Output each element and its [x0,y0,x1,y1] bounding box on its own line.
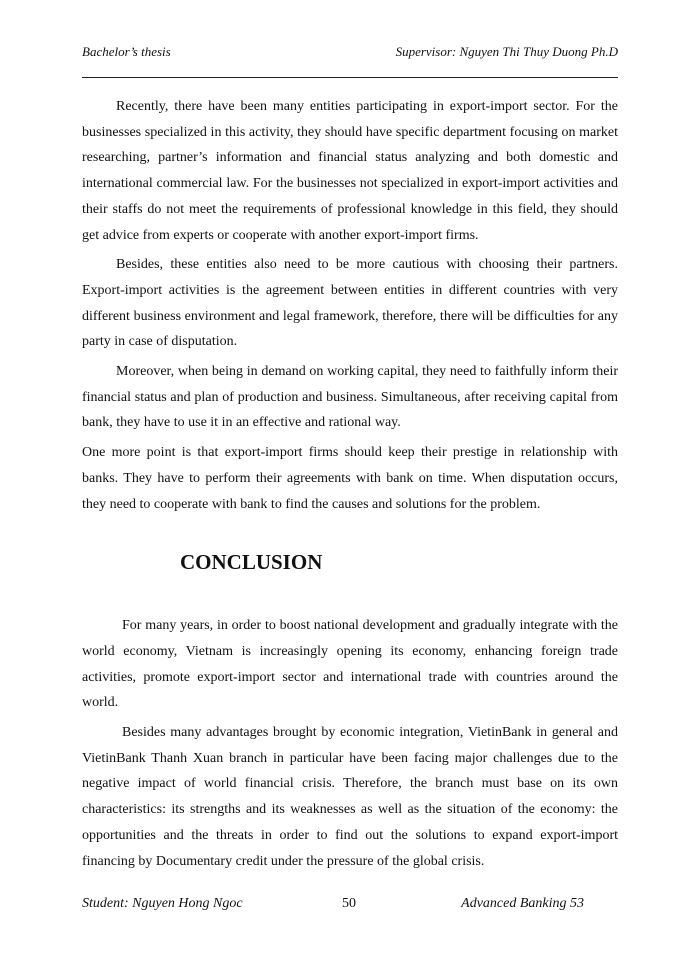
body-paragraph: Besides, these entities also need to be more cautious with choosing their partners. Export-import activities is the agreement between entities in different countries with very different business environment and legal framework, therefore, there will be difficulties for any party in case of disputation. [82,257,618,350]
page-number: 50 [342,896,356,911]
body-paragraph: Recently, there have been many entities participating in export-import sector. For the businesses specialized in this activity, they should have specific department focusing on market researching, partner’s information and financial status analyzing and both domestic and international commercial law. For the businesses not specialized in export-import activities and their staffs do not meet the requirements of professional knowledge in this field, they should get advice from experts or cooperate with another export-import firms. [82,99,618,243]
page-content [82,94,618,878]
conclusion-heading: CONCLUSION [180,550,323,575]
header-supervisor: Supervisor: Nguyen Thi Thuy Duong Ph.D [395,44,618,59]
footer-student: Student: Nguyen Hong Ngoc [82,896,243,911]
footer-course: Advanced Banking 53 [461,896,584,911]
body-paragraph: Moreover, when being in demand on working capital, they need to faithfully inform their financial status and plan of production and business. Simultaneous, after receiving capital from bank, they have to use it in an effective and rational way. [82,364,618,431]
conclusion-paragraph: Besides many advantages brought by economic integration, VietinBank in general and VietinBank Thanh Xuan branch in particular have been facing major challenges due to the negative impact of world financial crisis. Therefore, the branch must base on its own characteristics: its strengths and its weaknesses as well as the situation of the economy: the opportunities and the threats in order to find out the solutions to expand export-import financing by Documentary credit under the pressure of the global crisis. [82,725,618,869]
conclusion-paragraph: For many years, in order to boost national development and gradually integrate with the world economy, Vietnam is increasingly opening its economy, enhancing foreign trade activities, promote export-import sector and international trade with countries around the world. [82,618,618,711]
page-footer [82,896,618,918]
header-thesis-label: Bachelor’s thesis [82,44,171,59]
body-paragraph: One more point is that export-import firms should keep their prestige in relationship with banks. They have to perform their agreements with bank on time. When disputation occurs, they need to cooperate with bank to find the causes and solutions for the problem. [82,445,618,512]
header-divider [82,77,618,78]
page-header [82,44,618,60]
